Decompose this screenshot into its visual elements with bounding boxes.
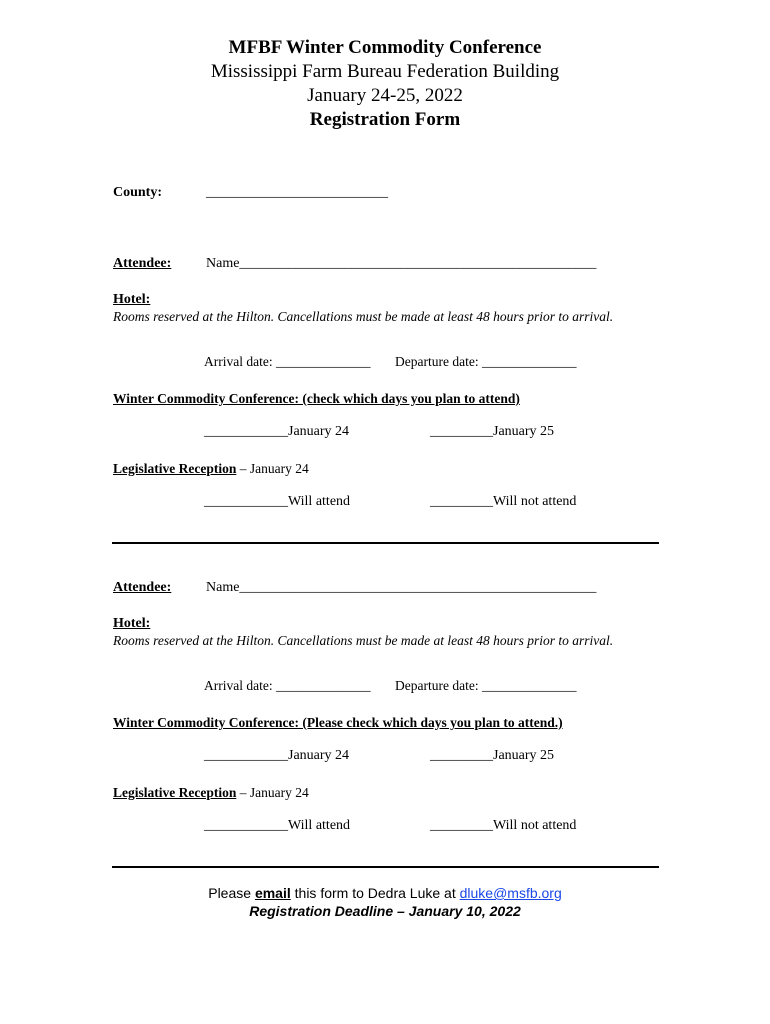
attendee-2-hotel-note: Rooms reserved at the Hilton. Cancellations must be made at least 48 hours prior to arrival.: [113, 633, 614, 648]
attendee-2-day1-checkbox[interactable]: ____________January 24: [204, 748, 350, 763]
attendee-2-will-not-attend-checkbox[interactable]: _________Will not attend: [430, 818, 577, 833]
attendee-2-arrival-field[interactable]: Arrival date: ______________: [204, 678, 371, 693]
footer-divider: [112, 866, 659, 868]
footer-instructions: [0, 885, 770, 901]
attendee-2-hotel-heading: Hotel:: [113, 616, 151, 631]
attendee-1-conference-heading: Winter Commodity Conference: (check which days you plan to attend): [113, 391, 520, 406]
email-link[interactable]: dluke@msfb.org: [459, 885, 562, 901]
venue-line: Mississippi Farm Bureau Federation Building: [210, 61, 560, 82]
dates-line: January 24-25, 2022: [307, 85, 463, 106]
attendee-1-name-field[interactable]: Name___________________________________________________: [206, 256, 597, 271]
attendee-1-reception-heading: Legislative Reception: [113, 461, 237, 476]
footer-email-word: email: [254, 885, 291, 901]
attendee-1-will-attend-checkbox[interactable]: ____________Will attend: [204, 494, 351, 509]
footer-middle: this form to Dedra Luke at: [290, 885, 460, 901]
attendee-1-arrival-field[interactable]: Arrival date: ______________: [204, 354, 371, 369]
attendee-2-reception-line: [113, 785, 309, 801]
county-label: County:: [113, 185, 163, 200]
attendee-2-departure-field[interactable]: Departure date: ______________: [395, 678, 577, 693]
attendee-1-day1-checkbox[interactable]: ____________January 24: [204, 424, 350, 439]
attendee-1-hotel-heading: Hotel:: [113, 292, 151, 307]
attendee-1-will-not-attend-checkbox[interactable]: _________Will not attend: [430, 494, 577, 509]
conference-title: MFBF Winter Commodity Conference: [228, 37, 542, 58]
attendee-1-departure-field[interactable]: Departure date: ______________: [395, 354, 577, 369]
attendee-2-conference-heading: Winter Commodity Conference: (Please check which days you plan to attend.): [113, 715, 563, 730]
attendee-2-will-attend-checkbox[interactable]: ____________Will attend: [204, 818, 351, 833]
attendee-1-day2-checkbox[interactable]: _________January 25: [430, 424, 555, 439]
attendee-1-reception-line: [113, 461, 309, 477]
attendee-1-reception-date: – January 24: [236, 461, 309, 476]
attendee-2-name-field[interactable]: Name___________________________________________________: [206, 580, 597, 595]
county-field[interactable]: __________________________: [206, 185, 388, 200]
attendee-1-label: Attendee:: [113, 256, 172, 271]
registration-deadline: Registration Deadline – January 10, 2022: [249, 903, 521, 919]
attendee-2-reception-date: – January 24: [236, 785, 309, 800]
footer-please: Please: [208, 885, 255, 901]
attendee-2-day2-checkbox[interactable]: _________January 25: [430, 748, 555, 763]
attendee-2-label: Attendee:: [113, 580, 172, 595]
attendee-1-hotel-note: Rooms reserved at the Hilton. Cancellations must be made at least 48 hours prior to arrival.: [113, 309, 614, 324]
section-divider: [112, 542, 659, 544]
attendee-2-reception-heading: Legislative Reception: [113, 785, 237, 800]
form-title: Registration Form: [309, 109, 461, 130]
